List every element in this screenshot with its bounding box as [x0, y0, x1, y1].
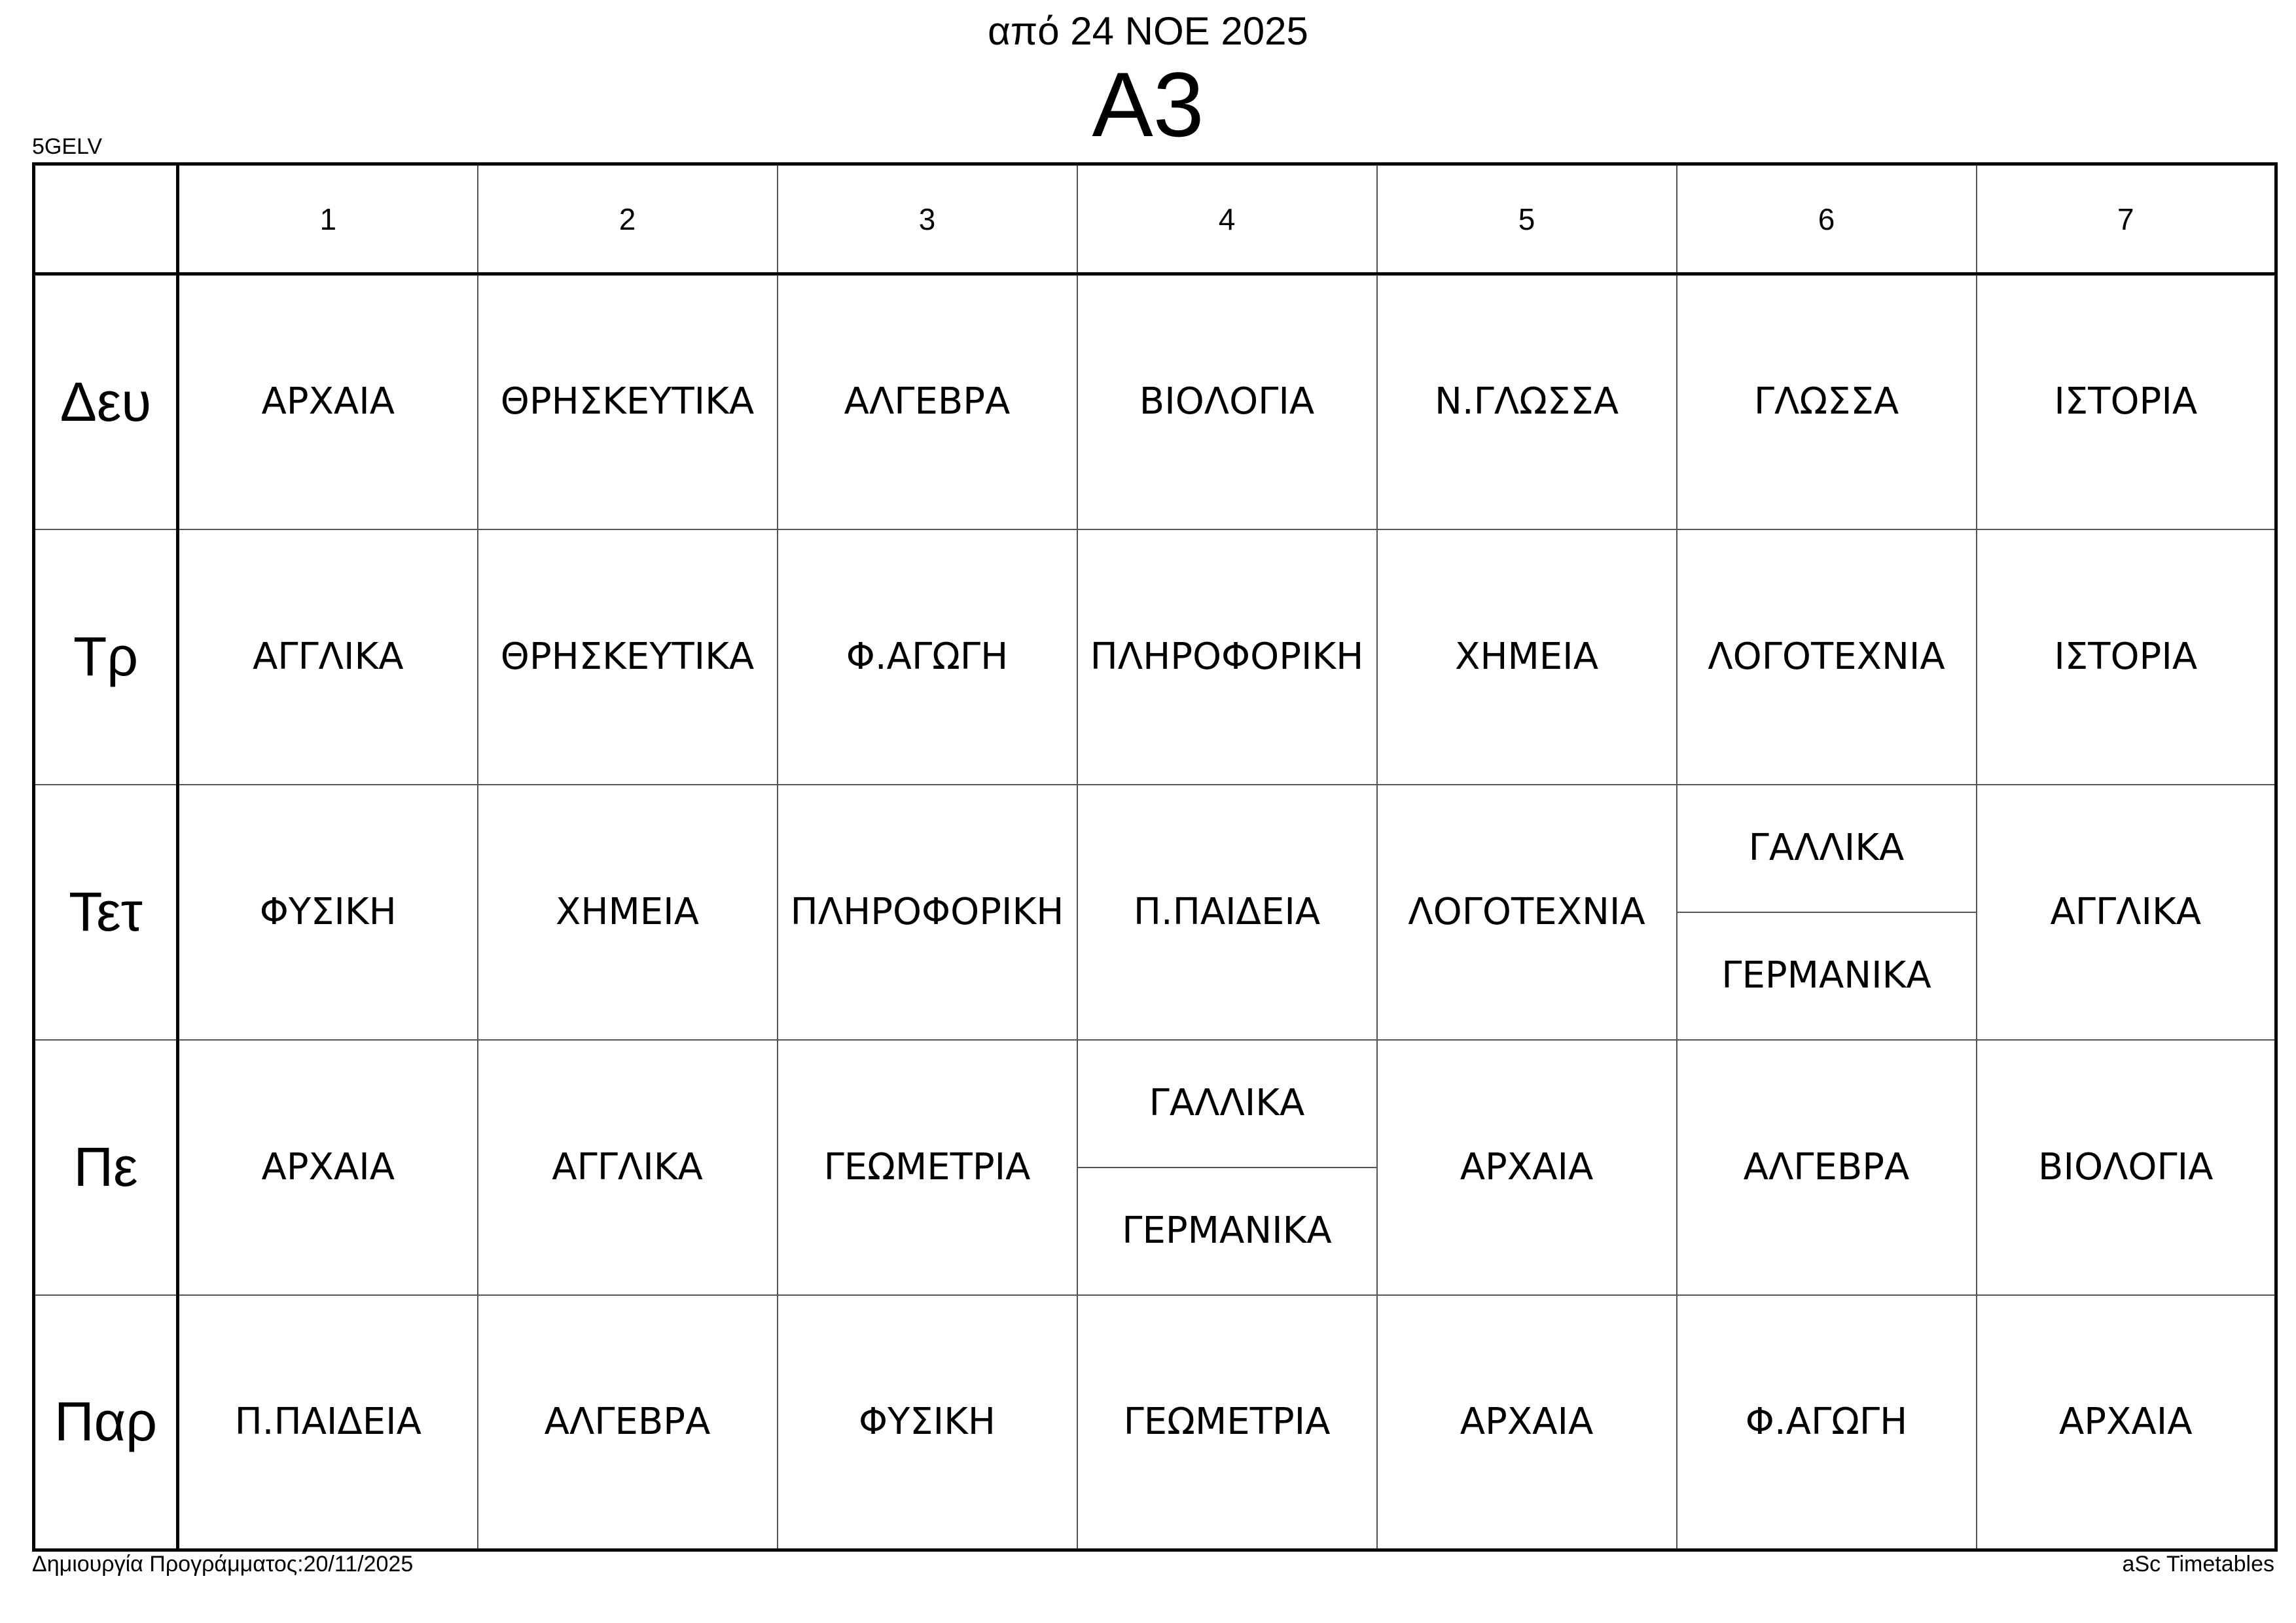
creation-date: Δημιουργία Προγράμματος:20/11/2025: [32, 1552, 414, 1577]
lesson-subject: ΑΛΓΕΒΡΑ: [1677, 1040, 1977, 1295]
day-row: [34, 274, 2276, 529]
day-row: [34, 785, 2276, 1040]
lesson-subject: ΒΙΟΛΟΓΙΑ: [1977, 1040, 2276, 1295]
lesson-subject: ΒΙΟΛΟΓΙΑ: [1077, 274, 1377, 529]
day-name: Τρ: [34, 529, 178, 785]
lesson-subject: ΑΡΧΑΙΑ: [178, 274, 478, 529]
period-header-row: [34, 164, 2276, 274]
lesson-subject: ΑΡΧΑΙΑ: [1977, 1295, 2276, 1550]
lesson-subject: ΦΥΣΙΚΗ: [778, 1295, 1077, 1550]
lesson-subject: ΓΑΛΛΙΚΑ: [1748, 827, 1905, 869]
lesson-subject: ΑΛΓΕΒΡΑ: [778, 274, 1077, 529]
period-number: 3: [778, 164, 1077, 274]
lesson-subject: ΙΣΤΟΡΙΑ: [1977, 274, 2276, 529]
header-corner: [34, 164, 178, 274]
lesson-subject: ΛΟΓΟΤΕΧΝΙΑ: [1677, 529, 1977, 785]
lesson-subject: ΑΓΓΛΙΚΑ: [1977, 785, 2276, 1040]
day-name: Τετ: [34, 785, 178, 1040]
day-row: [34, 529, 2276, 785]
class-title: Α3: [1092, 53, 1204, 156]
lesson-subject: ΑΡΧΑΙΑ: [1377, 1295, 1677, 1550]
lesson-subject: ΓΕΩΜΕΤΡΙΑ: [778, 1040, 1077, 1295]
split-lesson-cell: [1677, 785, 1977, 1040]
schedule-date: από 24 ΝΟΕ 2025: [988, 9, 1308, 53]
lesson-group: [1078, 1041, 1376, 1294]
day-name: Δευ: [34, 274, 178, 529]
timetable-body: [34, 164, 2276, 1550]
day-row: [34, 1295, 2276, 1550]
lesson-subject: Π.ΠΑΙΔΕΙΑ: [1077, 785, 1377, 1040]
lesson-subject: ΘΡΗΣΚΕΥΤΙΚΑ: [478, 529, 778, 785]
lesson-group: [1677, 785, 1976, 1039]
lesson-subject: Φ.ΑΓΩΓΗ: [778, 529, 1077, 785]
lesson-subject: ΓΕΡΜΑΝΙΚΑ: [1078, 1167, 1376, 1294]
lesson-subject: ΙΣΤΟΡΙΑ: [1977, 529, 2276, 785]
lesson-subject: ΓΕΩΜΕΤΡΙΑ: [1077, 1295, 1377, 1550]
lesson-subject: Π.ΠΑΙΔΕΙΑ: [178, 1295, 478, 1550]
lesson-subject: ΛΟΓΟΤΕΧΝΙΑ: [1377, 785, 1677, 1040]
lesson-subject: ΑΡΧΑΙΑ: [178, 1040, 478, 1295]
lesson-subject: ΧΗΜΕΙΑ: [478, 785, 778, 1040]
lesson-subject: ΘΡΗΣΚΕΥΤΙΚΑ: [478, 274, 778, 529]
lesson-subject: ΑΓΓΛΙΚΑ: [178, 529, 478, 785]
day-name: Παρ: [34, 1295, 178, 1550]
lesson-subject: ΧΗΜΕΙΑ: [1377, 529, 1677, 785]
period-number: 6: [1677, 164, 1977, 274]
period-number: 5: [1377, 164, 1677, 274]
lesson-subject: ΦΥΣΙΚΗ: [178, 785, 478, 1040]
lesson-subject: Ν.ΓΛΩΣΣΑ: [1377, 274, 1677, 529]
period-number: 1: [178, 164, 478, 274]
lesson-subject: ΑΡΧΑΙΑ: [1377, 1040, 1677, 1295]
lesson-subject: ΠΛΗΡΟΦΟΡΙΚΗ: [1077, 529, 1377, 785]
lesson-subject: Φ.ΑΓΩΓΗ: [1677, 1295, 1977, 1550]
period-number: 4: [1077, 164, 1377, 274]
lesson-subject: ΓΑΛΛΙΚΑ: [1149, 1082, 1305, 1124]
split-lesson-cell: [1077, 1040, 1377, 1295]
lesson-subject: ΠΛΗΡΟΦΟΡΙΚΗ: [778, 785, 1077, 1040]
day-name: Πε: [34, 1040, 178, 1295]
period-number: 7: [1977, 164, 2276, 274]
school-code: 5GELV: [32, 134, 103, 159]
day-row: [34, 1040, 2276, 1295]
timetable: [32, 162, 2278, 1552]
software-brand: aSc Timetables: [2122, 1552, 2274, 1577]
lesson-subject: ΑΓΓΛΙΚΑ: [478, 1040, 778, 1295]
lesson-subject: ΓΕΡΜΑΝΙΚΑ: [1677, 912, 1976, 1039]
period-number: 2: [478, 164, 778, 274]
lesson-subject: ΑΛΓΕΒΡΑ: [478, 1295, 778, 1550]
lesson-subject: ΓΛΩΣΣΑ: [1677, 274, 1977, 529]
